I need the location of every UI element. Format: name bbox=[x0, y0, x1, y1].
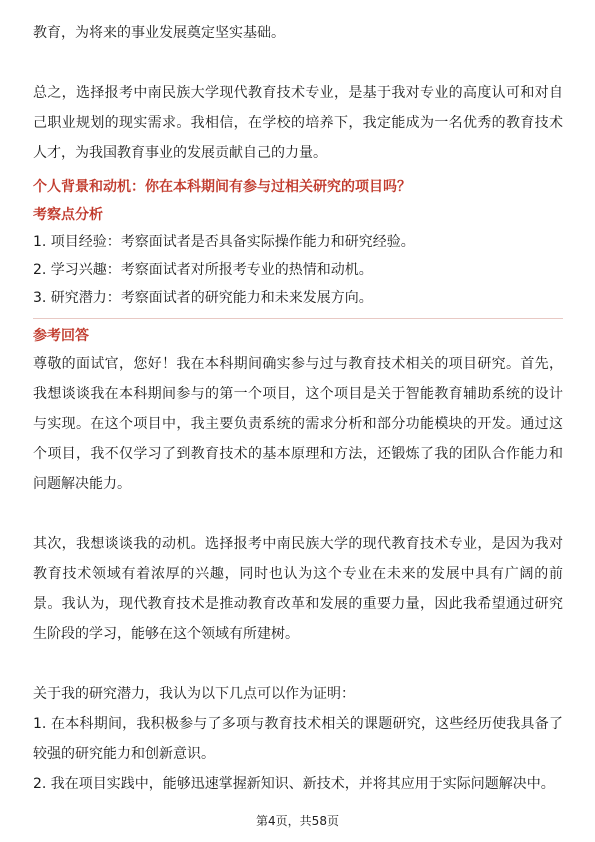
spacer bbox=[33, 499, 563, 529]
potential-item: 2. 我在项目实践中，能够迅速掌握新知识、新技术，并将其应用于实际问题解决中。 bbox=[33, 776, 555, 792]
analysis-item: 3. 研究潜力：考察面试者的研究能力和未来发展方向。 bbox=[33, 290, 373, 306]
analysis-heading: 考察点分析 bbox=[33, 207, 103, 223]
page-footer: 第4页，共58页 bbox=[256, 814, 339, 828]
spacer bbox=[33, 48, 563, 78]
document-page bbox=[33, 18, 563, 799]
spacer bbox=[33, 649, 563, 679]
question-heading: 个人背景和动机：你在本科期间有参与过相关研究的项目吗？ bbox=[33, 179, 411, 195]
answer-heading: 参考回答 bbox=[33, 328, 89, 344]
answer-paragraph-1: 尊敬的面试官，您好！我在本科期间确实参与过与教育技术相关的项目研究。首先，我想谈谈我在本科期间参与的第一个项目，这个项目是关于智能教育辅助系统的设计与实现。在这个项目中，我主要负责系统的需求分析和部分功能模块的开发。通过这个项目，我不仅学习了到教育技术的基本原理和方法，还锻炼了我的团队合作能力和问题解决能力。 bbox=[33, 356, 563, 492]
summary-paragraph: 总之，选择报考中南民族大学现代教育技术专业，是基于我对专业的高度认可和对自己职业规划的现实需求。我相信，在学校的培养下，我定能成为一名优秀的教育技术人才，为我国教育事业的发展贡献自己的力量。 bbox=[33, 85, 563, 161]
analysis-item: 1. 项目经验：考察面试者是否具备实际操作能力和研究经验。 bbox=[33, 234, 415, 250]
answer-paragraph-2: 其次，我想谈谈我的动机。选择报考中南民族大学的现代教育技术专业，是因为我对教育技术领域有着浓厚的兴趣，同时也认为这个专业在未来的发展中具有广阔的前景。我认为，现代教育技术是推动教育改革和发展的重要力量，因此我希望通过研究生阶段的学习，能够在这个领域有所建树。 bbox=[33, 536, 563, 642]
analysis-item: 2. 学习兴趣：考察面试者对所报考专业的热情和动机。 bbox=[33, 262, 373, 278]
intro-continued-paragraph: 教育，为将来的事业发展奠定坚实基础。 bbox=[33, 25, 285, 41]
potential-intro: 关于我的研究潜力，我认为以下几点可以作为证明： bbox=[33, 686, 355, 702]
section-divider bbox=[33, 318, 563, 319]
potential-item: 1. 在本科期间，我积极参与了多项与教育技术相关的课题研究，这些经历使我具备了较强的研究能力和创新意识。 bbox=[33, 716, 563, 762]
